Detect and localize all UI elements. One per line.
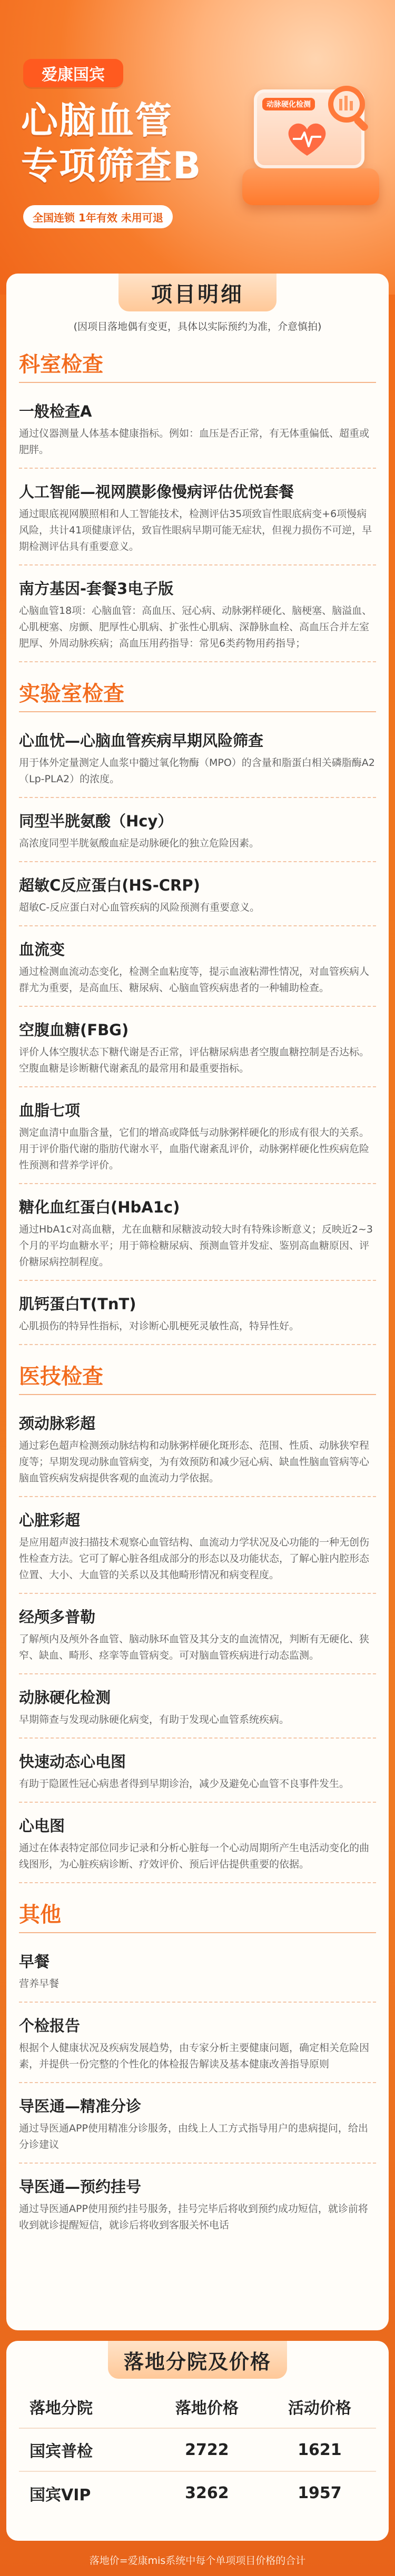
- exam-item-description: 是应用超声波扫描技术观察心血管结构、血流动力学状况及心功能的一种无创伤性检查方法。它可了解心脏各组成部分的形态以及功能状态，了解心脏内腔形态位置、大小、大血管的关系以及其他畸形情况和病变程度。: [19, 1537, 370, 1581]
- pricing-row: [19, 2471, 376, 2514]
- exam-item-description: 根据个人健康状况及疾病发展趋势，由专家分析主要健康问题，确定相关危险因素，并提供一份完整的个性化的体检报告解读及基本健康改善指导原则: [19, 2042, 370, 2070]
- exam-item-description: 通过HbA1c对高血糖，尤在血糖和尿糖波动较大时有特殊诊断意义；反映近2~3个月的平均血糖水平；用于筛检糖尿病、预测血管并发症、鉴别高血糖原因、评价糖尿病控制程度。: [19, 1224, 373, 1268]
- project-note: (因项目落地偶有变更，具体以实际预约为准，介意慎拍): [73, 321, 322, 332]
- pricing-heading: 落地分院及价格: [108, 2341, 287, 2379]
- device-base: [242, 168, 379, 205]
- exam-item: [19, 2164, 376, 2243]
- exam-item: [19, 469, 376, 565]
- exam-item: [19, 388, 376, 469]
- exam-item: [19, 1007, 376, 1087]
- pricing-row: [19, 2428, 376, 2471]
- project-heading: 项目明细: [118, 274, 276, 311]
- exam-item: [19, 1497, 376, 1594]
- exam-item-name: 肌钙蛋白T(TnT): [19, 1295, 136, 1313]
- project-card: [6, 274, 389, 2330]
- section-title: 科室检查: [19, 348, 376, 388]
- exam-item-name: 颈动脉彩超: [19, 1415, 96, 1432]
- exam-item: [19, 1938, 376, 2003]
- section-title: 实验室检查: [19, 677, 376, 718]
- exam-item: [19, 1803, 376, 1883]
- exam-item: [19, 2083, 376, 2164]
- exam-item-description: 超敏C-反应蛋白对心血管疾病的风险预测有重要意义。: [19, 902, 260, 913]
- exam-item: [19, 1674, 376, 1739]
- exam-item-description: 了解颅内及颅外各血管、脑动脉环血管及其分支的血流情况，判断有无硬化、狭窄、缺血、畸形、痉挛等血管病变。可对脑血管疾病进行动态监测。: [19, 1633, 370, 1661]
- device-illustration: [242, 79, 379, 221]
- exam-item-description: 用于体外定量测定人血浆中髓过氧化物酶（MPO）的含量和脂蛋白相关磷脂酶A2（Lp-PLA2）的浓度。: [19, 757, 375, 785]
- exam-item-description: 通过仪器测量人体基本健康指标。例如：血压是否正常，有无体重偏低、超重或肥胖。: [19, 428, 370, 456]
- title-line-2: 专项筛查B: [21, 144, 202, 187]
- exam-item: [19, 1400, 376, 1497]
- hero-banner: [0, 0, 395, 295]
- exam-item-name: 同型半胱氨酸（Hcy）: [19, 812, 173, 830]
- exam-item-name: 快速动态心电图: [19, 1753, 126, 1771]
- exam-item: [19, 926, 376, 1007]
- footer-note: 落地价=爱康mis系统中每个单项项目价格的合计: [89, 2554, 306, 2567]
- exam-item-description: 营养早餐: [19, 1978, 60, 1989]
- exam-item-name: 经颅多普勒: [19, 1608, 96, 1626]
- sections-container: [19, 348, 376, 2243]
- exam-item-name: 个检报告: [19, 2017, 81, 2035]
- exam-item-description: 高浓度同型半胱氨酸血症是动脉硬化的独立危险因素。: [19, 837, 260, 849]
- exam-item: [19, 565, 376, 662]
- tagline-pill: 全国连锁 1年有效 未用可退: [23, 205, 173, 228]
- pricing-branch: 国宾VIP: [19, 2471, 151, 2514]
- exam-item-name: 糖化血红蛋白(HbA1c): [19, 1198, 180, 1216]
- exam-item-description: 心脑血管18项：心脑血管：高血压、冠心病、动脉粥样硬化、脑梗塞、脑溢血、心肌梗塞、房颤、肥厚性心肌病、扩张性心肌病、深静脉血栓、高血压合并左室肥厚、外周动脉疾病；高血压用药指导：常见6类药物用药指导；: [19, 605, 372, 649]
- exam-item: [19, 718, 376, 798]
- pricing-head: [19, 2341, 376, 2379]
- exam-item-name: 超敏C反应蛋白(HS-CRP): [19, 876, 200, 894]
- magnifier-icon: [321, 79, 379, 137]
- exam-item-description: 通过导医通APP使用精准分诊服务，由线上人工方式指导用户的患病提问，给出分诊建议: [19, 2123, 368, 2150]
- exam-item-name: 一般检查A: [19, 402, 92, 420]
- exam-item-description: 有助于隐匿性冠心病患者得到早期诊治，减少及避免心血管不良事件发生。: [19, 1778, 350, 1790]
- exam-item-description: 通过检测血流动态变化，检测全血粘度等，提示血液粘滞性情况，对血管疾病人群尤为重要，是高血压、糖尿病、心脑血管疾病患者的一种辅助检查。: [19, 966, 370, 994]
- exam-item: [19, 2003, 376, 2083]
- pricing-header-branch: 落地分院: [29, 2399, 93, 2418]
- exam-item-name: 导医通—预约挂号: [19, 2178, 142, 2196]
- exam-item-description: 早期筛查与发现动脉硬化病变，有助于发现心血管系统疾病。: [19, 1714, 290, 1725]
- pricing-promo-price: 1957: [263, 2471, 376, 2514]
- section-title: 其他: [19, 1898, 376, 1938]
- pricing-base-price: 3262: [151, 2471, 263, 2514]
- title-line-1: 心脑血管: [21, 99, 173, 142]
- pricing-header-row: [19, 2385, 376, 2428]
- pricing-promo-price: 1621: [263, 2428, 376, 2471]
- exam-item-name: 心脏彩超: [19, 1511, 81, 1529]
- brand-badge: 爱康国宾: [23, 59, 123, 87]
- section-title: 医技检查: [19, 1360, 376, 1400]
- pricing-table: [19, 2385, 376, 2514]
- exam-item-name: 动脉硬化检测: [19, 1689, 111, 1706]
- exam-item-name: 心电图: [19, 1817, 65, 1835]
- exam-item-description: 通过眼底视网膜照相和人工智能技术，检测评估35项致盲性眼底病变+6项慢病风险，共计41项健康评估，致盲性眼病早期可能无症状，但视力损伤不可逆，早期检测评估具有重要意义。: [19, 508, 372, 552]
- exam-item-description: 通过彩色超声检测颈动脉结构和动脉粥样硬化斑形态、范围、性质、动脉狭窄程度等；早期发现动脉血管病变，为有效预防和减少冠心病、缺血性脑血管病等心脑血管疾病发病提供客观的血流动力学依据。: [19, 1440, 370, 1484]
- pricing-header-base-price: 落地价格: [175, 2399, 239, 2418]
- exam-item-name: 血流变: [19, 941, 65, 958]
- exam-item: [19, 1594, 376, 1674]
- exam-item: [19, 1184, 376, 1281]
- exam-item: [19, 1087, 376, 1184]
- exam-item: [19, 1739, 376, 1803]
- exam-item: [19, 798, 376, 862]
- page-title: [21, 98, 202, 188]
- project-card-head: [19, 274, 376, 333]
- exam-item-description: 测定血清中血脂含量，它们的增高或降低与动脉粥样硬化的形成有很大的关系。用于评价脂代谢的脂肪代谢水平，血脂代谢紊乱评价，动脉粥样硬化性疾病危险性预测和营养学评价。: [19, 1127, 370, 1171]
- pricing-card: [6, 2341, 389, 2541]
- exam-item-name: 人工智能—视网膜影像慢病评估优悦套餐: [19, 483, 294, 501]
- exam-item-name: 南方基因-套餐3电子版: [19, 580, 174, 598]
- exam-item: [19, 1281, 376, 1345]
- exam-item-name: 导医通—精准分诊: [19, 2097, 142, 2115]
- exam-item-name: 空腹血糖(FBG): [19, 1021, 129, 1039]
- exam-item-description: 心肌损伤的特异性指标，对诊断心肌梗死灵敏性高，特异性好。: [19, 1320, 300, 1332]
- exam-item-description: 通过导医通APP使用预约挂号服务，挂号完毕后将收到预约成功短信，就诊前将收到就诊提醒短信，就诊后将收到客服关怀电话: [19, 2203, 368, 2231]
- exam-item-name: 心血忧—心脑血管疾病早期风险筛查: [19, 732, 264, 750]
- exam-item-name: 血脂七项: [19, 1102, 81, 1119]
- pricing-header-promo-price: 活动价格: [288, 2399, 351, 2418]
- device-label: 动脉硬化检测: [262, 98, 315, 110]
- exam-item-description: 通过在体表特定部位同步记录和分析心脏每一个心动周期所产生电活动变化的曲线图形，为心脏疾病诊断、疗效评价、预后评估提供重要的依据。: [19, 1842, 370, 1870]
- pricing-branch: 国宾普检: [19, 2428, 151, 2471]
- pricing-base-price: 2722: [151, 2428, 263, 2471]
- exam-item-name: 早餐: [19, 1953, 50, 1971]
- exam-item: [19, 862, 376, 926]
- exam-item-description: 评价人体空腹状态下糖代谢是否正常，评估糖尿病患者空腹血糖控制是否达标。空腹血糖是诊断糖代谢紊乱的最常用和最重要指标。: [19, 1046, 370, 1074]
